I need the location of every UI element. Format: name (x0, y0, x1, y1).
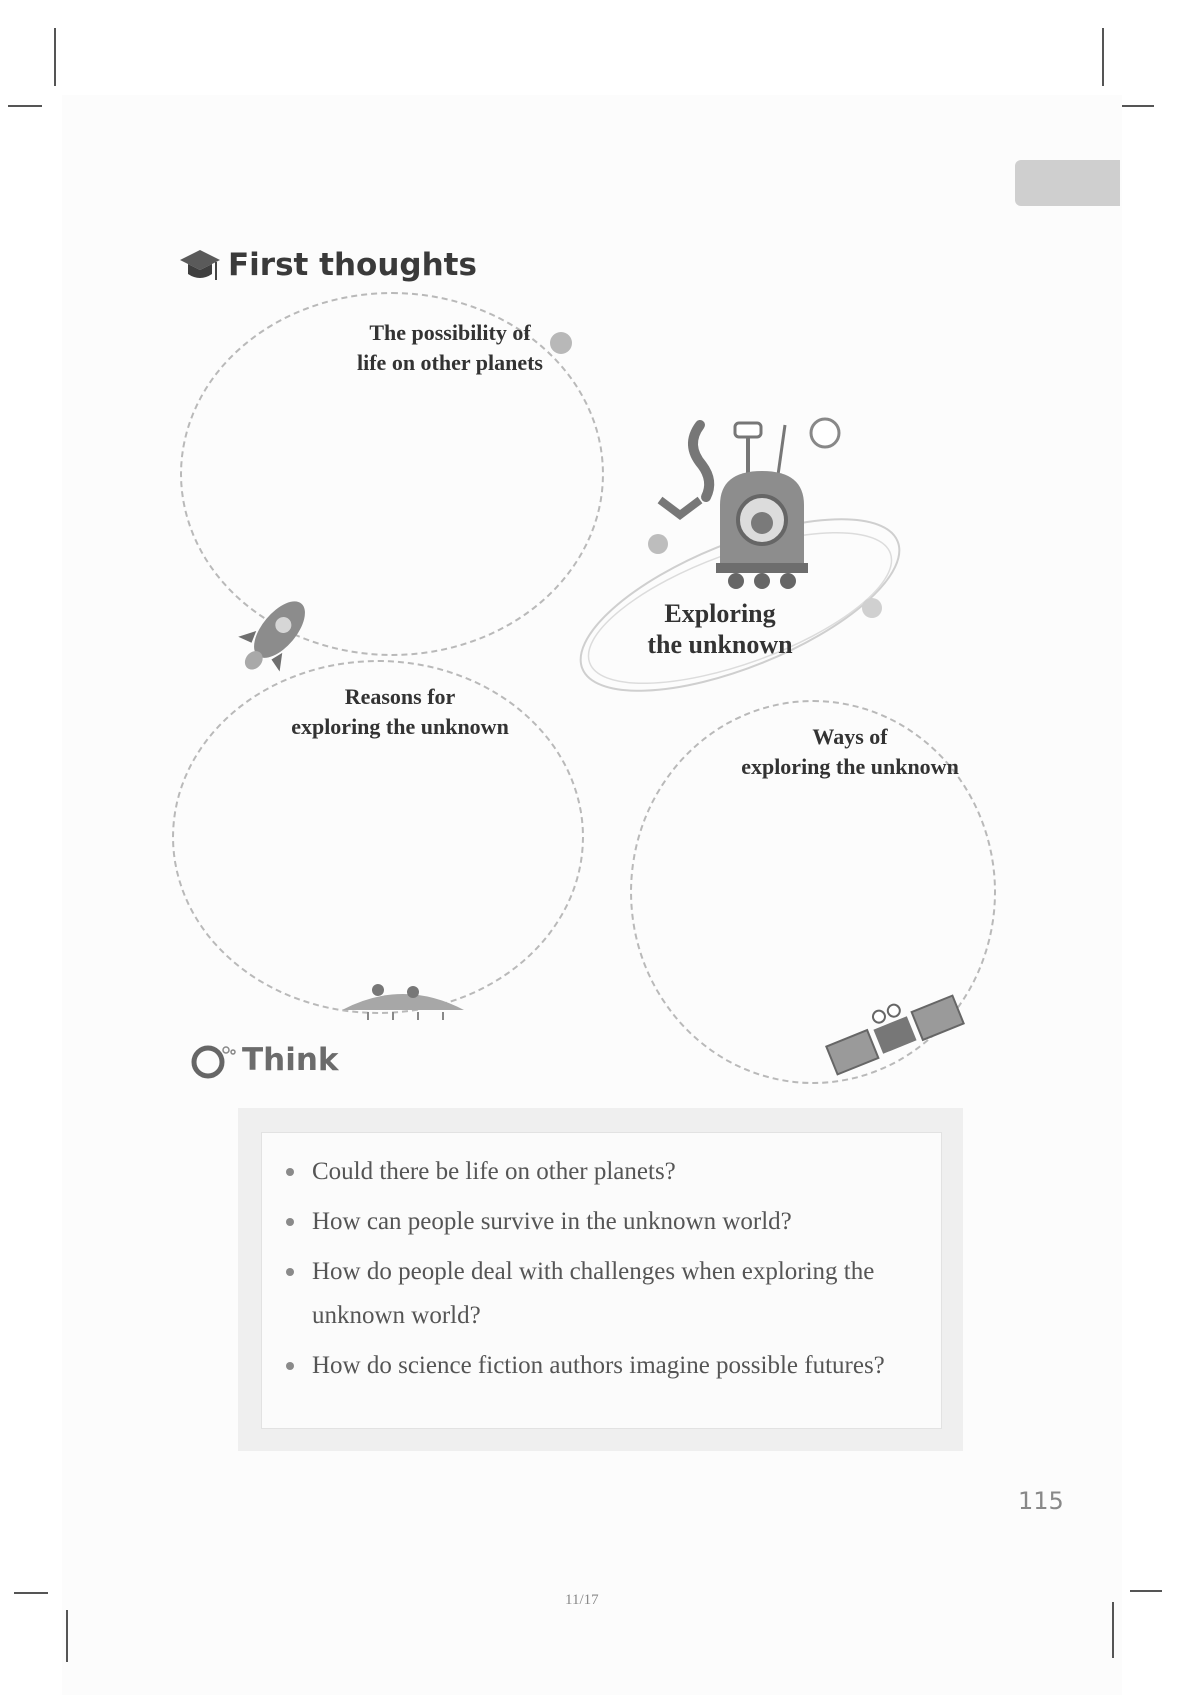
list-item: How do people deal with challenges when exploring the unknown world? (288, 1250, 928, 1338)
chapter-tab (1015, 160, 1120, 206)
crop-mark (1112, 1602, 1114, 1658)
crop-mark (14, 1592, 48, 1594)
think-questions-list (288, 1150, 928, 1394)
center-topic: Exploring the unknown (647, 599, 793, 659)
crop-mark (66, 1610, 68, 1662)
think-title: Think (242, 1042, 339, 1078)
list-item: How do science fiction authors imagine possible futures? (288, 1344, 928, 1388)
bubble-label-reasons: Reasons for exploring the unknown (291, 684, 509, 739)
rocket-icon (230, 590, 320, 680)
first-thoughts-title: First thoughts (228, 247, 477, 283)
first-thoughts-heading (178, 246, 477, 284)
crop-mark (54, 28, 56, 86)
robot-rover-icon (640, 405, 840, 590)
bubble-label-ways: Ways of exploring the unknown (741, 724, 959, 779)
thought-bubble-icon (190, 1040, 236, 1080)
crop-mark (1130, 1590, 1162, 1592)
satellite-icon (825, 990, 965, 1080)
page-number: 115 (1018, 1487, 1064, 1515)
bubble-label-life: The possibility of life on other planets (357, 320, 543, 375)
list-item: How can people survive in the unknown world? (288, 1200, 928, 1244)
graduation-cap-icon (178, 246, 222, 284)
planet-icon (548, 330, 574, 356)
crop-mark (1122, 105, 1154, 107)
list-item: Could there be life on other planets? (288, 1150, 928, 1194)
think-heading (190, 1040, 339, 1080)
sheet-count: 11/17 (565, 1592, 599, 1608)
ufo-icon (338, 968, 468, 1020)
crop-mark (8, 105, 42, 107)
crop-mark (1102, 28, 1104, 86)
